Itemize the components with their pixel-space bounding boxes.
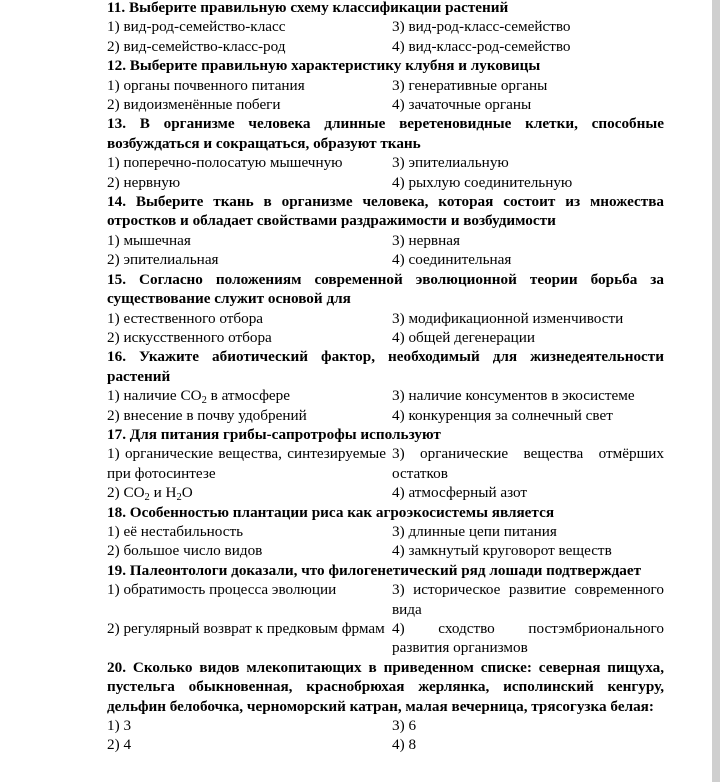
question-18 [107,503,664,561]
question-stem: 15. Согласно положениям современной эволюционной теории борьба за существование служит основой для [107,270,665,308]
option-1: 1) органы почвенного питания [107,76,305,94]
option-1: 1) обратимость процесса эволюции [107,581,337,599]
option-4: 4) общей дегенерации [392,328,535,346]
option-3: 3) наличие консументов в экосистеме [392,387,635,405]
answer-options [107,716,664,755]
question-stem: 18. Особенностью плантации риса как агроэкосистемы является [107,503,555,521]
option-2: 2) $CO_2$ и $H_2O$ [107,484,193,504]
question-stem: 11. Выберите правильную схему классификации растений [107,0,509,16]
option-1: 1) 3 [107,717,132,735]
answer-options [107,231,664,270]
question-stem: 12. Выберите правильную характеристику клубня и луковицы [107,57,541,75]
option-4: 4) вид-класс-род-семейство [392,37,571,55]
option-1: 1) органические вещества, синтезируемые при фотосинтезе [107,445,386,482]
option-3: 3) 6 [392,717,417,735]
option-2: 2) видоизменённые побеги [107,96,281,114]
option-2: 2) внесение в почву удобрений [107,406,307,424]
question-stem: 19. Палеонтологи доказали, что филогенетический ряд лошади подтверждает [107,561,642,579]
question-17 [107,425,664,503]
answer-options [107,309,664,348]
option-3: 3) историческое развитие современного вида [392,581,664,618]
answer-options [107,386,664,425]
option-1: 1) наличие $CO_2$ в атмосфере [107,387,290,407]
option-2: 2) 4 [107,736,132,754]
question-stem: 16. Укажите абиотический фактор, необходимый для жизнедеятельности растений [107,348,664,385]
answer-options [107,522,664,561]
answer-options [107,444,664,502]
option-2: 2) нервную [107,173,181,191]
question-16 [107,347,664,425]
question-stem: 13. В организме человека длинные веретеновидные клетки, способные возбуждаться и сокращаться, образуют ткань [107,115,664,152]
option-4: 4) замкнутый круговорот веществ [392,542,612,560]
option-3: 3) эпителиальную [392,154,509,172]
option-3: 3) генеративные органы [392,76,548,94]
question-15 [107,270,664,348]
question-11 [107,0,664,56]
test-page [107,0,664,755]
question-13 [107,114,664,192]
option-1: 1) естественного отбора [107,309,264,327]
option-4: 4) зачаточные органы [392,96,532,114]
option-1: 1) мышечная [107,231,191,249]
option-2: 2) эпителиальная [107,251,219,269]
question-20 [107,658,664,755]
question-stem: 20. Сколько видов млекопитающих в приведенном списке: северная пищуха, пустельга обыкновенная, краснобрюхая жерлянка, исполинский кенгуру, дельфин белобочка, черноморский катран, малая вечерница, трясогузка белая: [107,658,665,715]
option-4: 4) соединительная [392,251,512,269]
question-14 [107,192,664,270]
answer-options [107,153,664,192]
question-stem: 17. Для питания грибы-сапротрофы используют [107,425,441,443]
option-1: 1) поперечно-полосатую мышечную [107,154,343,172]
option-3: 3) органические вещества отмёрших остатков [392,445,664,482]
option-2: 2) искусственного отбора [107,328,272,346]
answer-options [107,17,664,56]
option-3: 3) длинные цепи питания [392,522,557,540]
page-edge-shadow [712,0,720,782]
option-4: 4) конкуренция за солнечный свет [392,406,613,424]
option-3: 3) вид-род-класс-семейство [392,18,571,36]
option-2: 2) большое число видов [107,542,263,560]
option-3: 3) нервная [392,231,460,249]
answer-options [107,76,664,115]
option-4: 4) атмосферный азот [392,484,528,502]
answer-options [107,580,664,658]
option-4: 4) рыхлую соединительную [392,173,573,191]
option-2: 2) регулярный возврат к предковым фрмам [107,620,385,637]
option-1: 1) её нестабильность [107,522,244,540]
option-4: 4) сходство постэмбрионального развития организмов [392,620,664,657]
option-2: 2) вид-семейство-класс-род [107,37,286,55]
question-stem: 14. Выберите ткань в организме человека, которая состоит из множества отростков и обладает свойствами раздражимости и возбудимости [107,193,665,230]
option-4: 4) 8 [392,736,417,754]
question-12 [107,56,664,114]
option-1: 1) вид-род-семейство-класс [107,18,286,36]
question-19 [107,561,664,658]
option-3: 3) модификационной изменчивости [392,309,624,327]
